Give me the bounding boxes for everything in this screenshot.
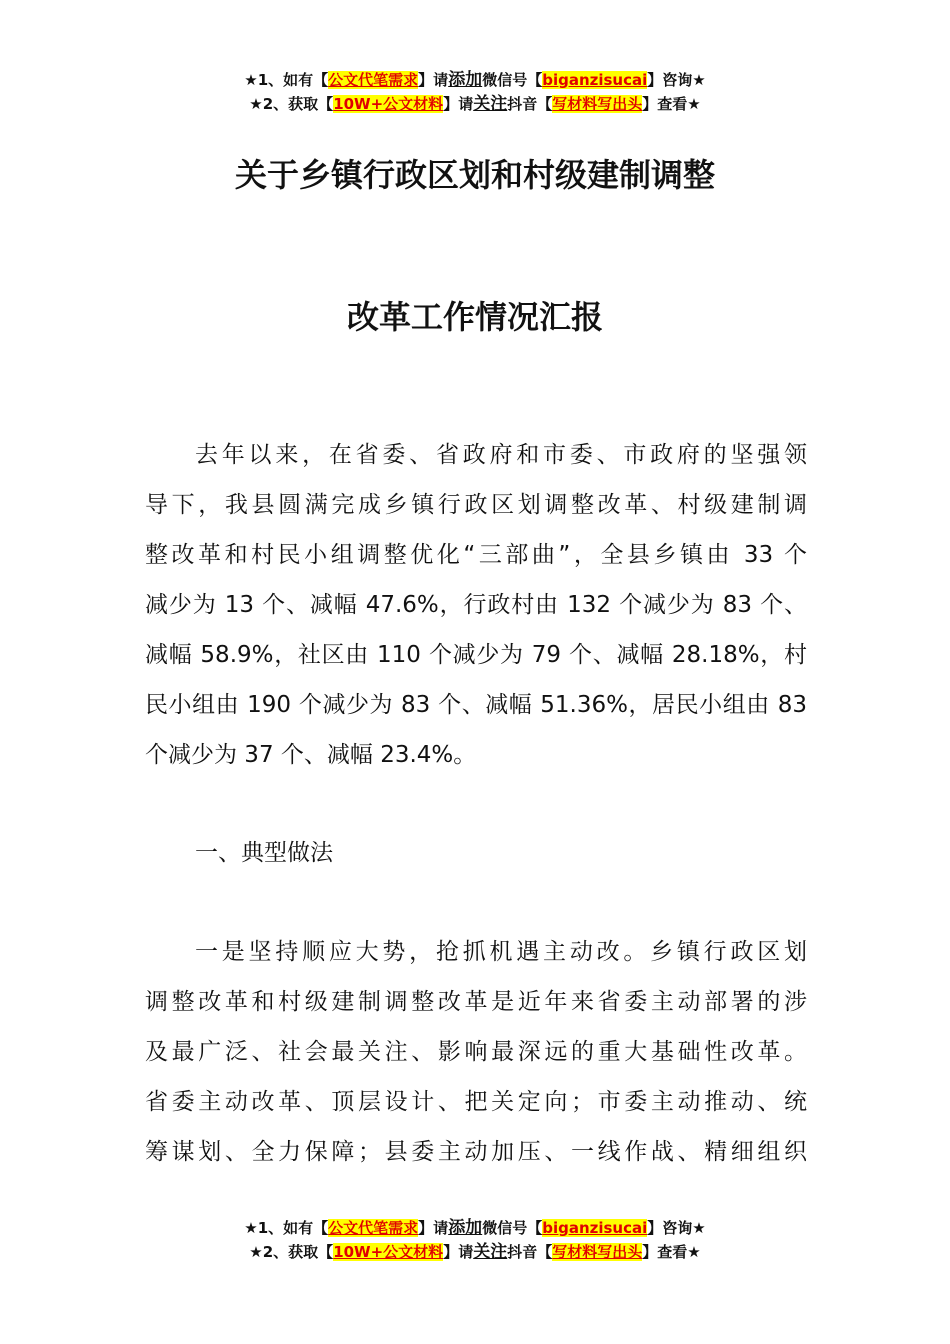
promo-line-2: ★2、获取【10W+公文材料】请关注抖音【写材料写出头】查看★ xyxy=(249,94,701,114)
intro-paragraph xyxy=(145,430,807,780)
text-line: 民小组由 190 个减少为 83 个、减幅 51.36%，居民小组由 83 xyxy=(145,692,807,718)
text-line: 及最广泛、社会最关注、影响最深远的重大基础性改革。 xyxy=(145,1039,807,1065)
douyin-id: 写材料写出头 xyxy=(552,95,643,113)
highlight: 公文代笔需求 xyxy=(328,1219,419,1237)
text-line: 筹谋划、全力保障；县委主动加压、一线作战、精细组织 xyxy=(145,1139,807,1165)
promo-line-1: ★1、如有【公文代笔需求】请添加微信号【biganzisucai】咨询★ xyxy=(244,1218,706,1238)
promo-banner-bottom xyxy=(0,1216,950,1264)
text-line: 调整改革和村级建制调整改革是近年来省委主动部署的涉 xyxy=(145,989,807,1015)
wechat-id: biganzisucai xyxy=(542,1219,648,1237)
text-line: 减幅 58.9%，社区由 110 个减少为 79 个、减幅 28.18%，村 xyxy=(145,642,807,668)
text-line: 一是坚持顺应大势，抢抓机遇主动改。乡镇行政区划 xyxy=(195,939,807,965)
text-line: 个减少为 37 个、减幅 23.4%。 xyxy=(145,742,477,768)
promo-line-1: ★1、如有【公文代笔需求】请添加微信号【biganzisucai】咨询★ xyxy=(244,70,706,90)
section-heading xyxy=(145,828,807,878)
highlight: 10W+公文材料 xyxy=(333,1243,444,1261)
text-line: 整改革和村民小组调整优化“三部曲”，全县乡镇由 33 个 xyxy=(145,542,807,568)
wechat-id: biganzisucai xyxy=(542,71,648,89)
text-line: 一、典型做法 xyxy=(195,840,333,866)
highlight: 公文代笔需求 xyxy=(328,71,419,89)
highlight: 10W+公文材料 xyxy=(333,95,444,113)
text-line: 去年以来，在省委、省政府和市委、市政府的坚强领 xyxy=(195,442,807,468)
document-title-line-1: 关于乡镇行政区划和村级建制调整 xyxy=(234,156,715,194)
body-paragraph xyxy=(145,927,807,1177)
text-line: 减少为 13 个、减幅 47.6%，行政村由 132 个减少为 83 个、 xyxy=(145,592,807,618)
douyin-id: 写材料写出头 xyxy=(552,1243,643,1261)
text-line: 省委主动改革、顶层设计、把关定向；市委主动推动、统 xyxy=(145,1089,807,1115)
document-title-line-2: 改革工作情况汇报 xyxy=(346,298,603,336)
promo-banner-top xyxy=(0,68,950,116)
text-line: 导下，我县圆满完成乡镇行政区划调整改革、村级建制调 xyxy=(145,492,807,518)
promo-line-2: ★2、获取【10W+公文材料】请关注抖音【写材料写出头】查看★ xyxy=(249,1242,701,1262)
